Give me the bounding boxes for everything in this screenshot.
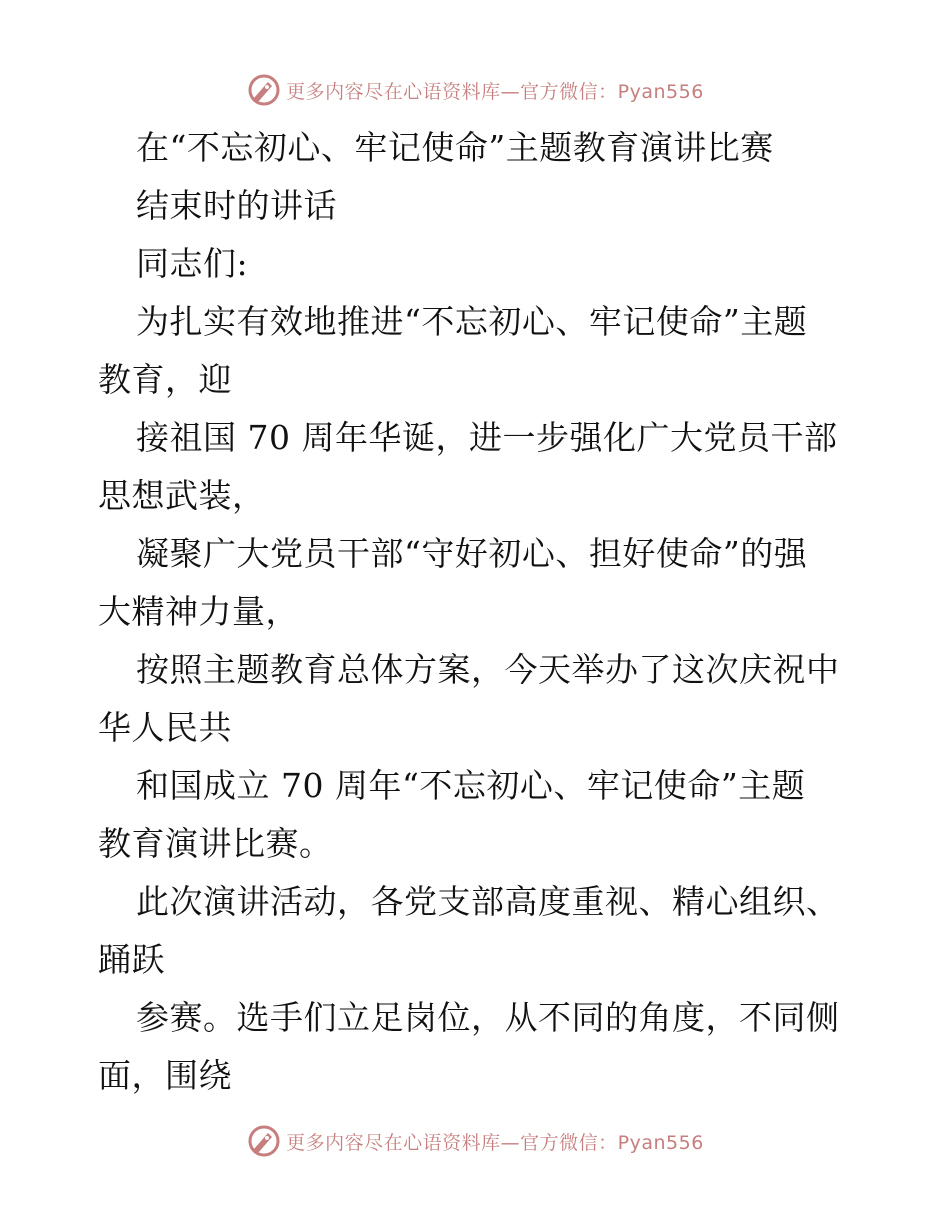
watermark-text: 更多内容尽在心语资料库—官方微信：Pyan556 [286, 80, 704, 103]
header-watermark [0, 70, 950, 110]
paragraph-line: 参赛。选手们立足岗位，从不同的角度，不同侧 [136, 998, 840, 1037]
footer-watermark [0, 1121, 950, 1161]
pen-nib-circle-icon [246, 1123, 282, 1159]
paragraph-line: 面，围绕 [98, 1056, 232, 1095]
paragraph-line: 踊跃 [98, 940, 165, 979]
paragraph-line: 凝聚广大党员干部“守好初心、担好使命”的强 [136, 534, 808, 573]
watermark-text: 更多内容尽在心语资料库—官方微信：Pyan556 [286, 1131, 704, 1154]
title-line-1: 在“不忘初心、牢记使命”主题教育演讲比赛 [136, 128, 774, 167]
paragraph-line: 大精神力量， [98, 592, 299, 631]
paragraph-line: 思想武装， [98, 476, 266, 515]
pen-nib-circle-icon [246, 72, 282, 108]
paragraph-line: 此次演讲活动，各党支部高度重视、精心组织、 [136, 882, 840, 921]
salutation: 同志们: [136, 244, 249, 283]
paragraph-line: 和国成立 70 周年“不忘初心、牢记使命”主题 [136, 766, 806, 805]
paragraph-line: 为扎实有效地推进“不忘初心、牢记使命”主题 [136, 302, 808, 341]
paragraph-line: 教育演讲比赛。 [98, 824, 333, 863]
paragraph-line: 接祖国 70 周年华诞，进一步强化广大党员干部 [136, 418, 838, 457]
paragraph-line: 华人民共 [98, 708, 232, 747]
title-line-2: 结束时的讲话 [136, 186, 337, 225]
paragraph-line: 教育，迎 [98, 360, 232, 399]
paragraph-line: 按照主题教育总体方案，今天举办了这次庆祝中 [136, 650, 840, 689]
